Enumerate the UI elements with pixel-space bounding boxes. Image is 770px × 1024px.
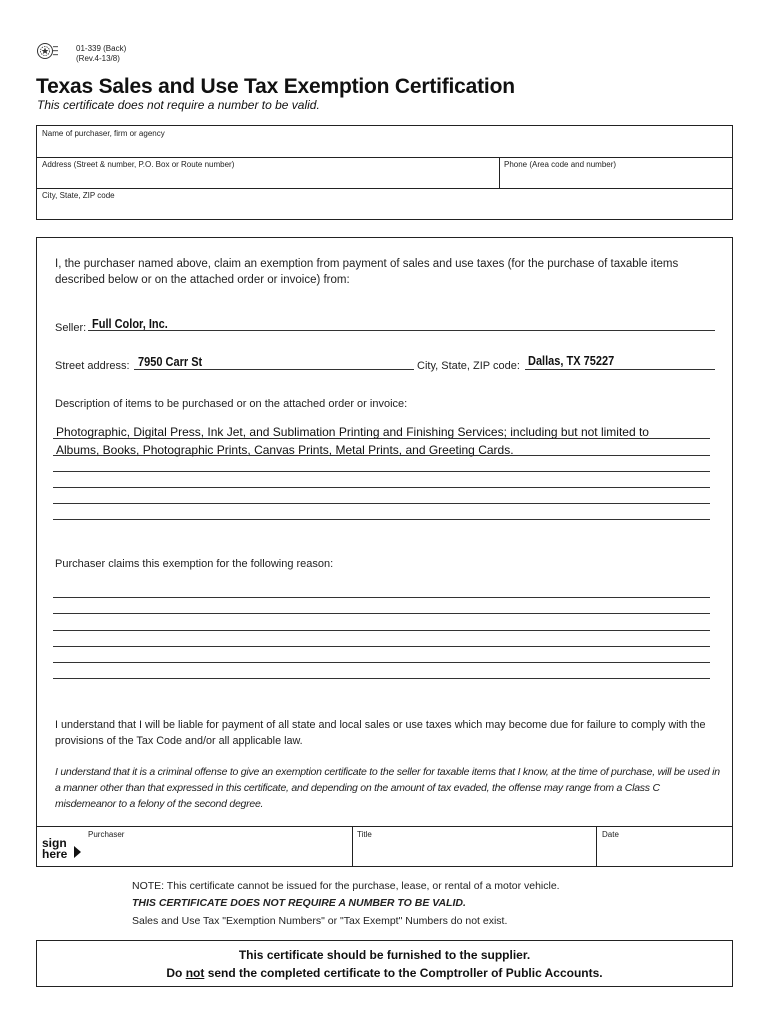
- street-address-label: Street address:: [55, 360, 130, 372]
- exemption-reason-field[interactable]: [53, 585, 710, 680]
- supplier-instructions-box: [36, 940, 733, 987]
- purchaser-name-label: Name of purchaser, firm or agency: [42, 129, 165, 138]
- exemption-reason-label: Purchaser claims this exemption for the following reason:: [55, 558, 334, 570]
- supplier-instruction-line-1: This certificate should be furnished to the supplier.: [238, 948, 531, 962]
- instruction-do: Do: [166, 966, 186, 980]
- form-number-text: 01-339 (Back): [76, 44, 127, 53]
- address-label: Address (Street & number, P.O. Box or Route number): [42, 160, 235, 169]
- phone-field[interactable]: [500, 172, 732, 187]
- note-exemption-numbers: Sales and Use Tax "Exemption Numbers" or "Tax Exempt" Numbers do not exist.: [132, 915, 508, 927]
- instruction-not: not: [185, 966, 205, 980]
- note-motor-vehicle: NOTE: This certificate cannot be issued for the purchase, lease, or rental of a motor vehicle.: [132, 880, 560, 892]
- description-line-1[interactable]: Photographic, Digital Press, Ink Jet, and Sublimation Printing and Finishing Services; including but not limited to: [56, 425, 649, 439]
- sign-here-line-2: here: [42, 847, 68, 861]
- form-number: [76, 44, 126, 64]
- description-line-2[interactable]: Albums, Books, Photographic Prints, Canvas Prints, Metal Prints, and Greeting Cards.: [56, 443, 514, 457]
- liability-statement: I understand that I will be liable for payment of all state and local sales or use taxes which may become due for failure to comply with the provisions of the Tax Code and/or all applicable law.: [55, 719, 706, 747]
- form-revision: (Rev.4-13/8): [76, 54, 120, 63]
- page-title: Texas Sales and Use Tax Exemption Certification: [36, 75, 515, 98]
- title-label: Title: [357, 830, 372, 839]
- sign-arrow-icon: [74, 846, 81, 858]
- street-address-value[interactable]: 7950 Carr St: [138, 355, 203, 369]
- page-subtitle: This certificate does not require a number to be valid.: [37, 98, 320, 112]
- phone-label: Phone (Area code and number): [504, 160, 617, 169]
- date-field[interactable]: [599, 838, 731, 866]
- description-label: Description of items to be purchased or on the attached order or invoice:: [55, 398, 408, 410]
- note-no-number-required: THIS CERTIFICATE DOES NOT REQUIRE A NUMBER TO BE VALID.: [132, 897, 466, 909]
- criminal-offense-statement: I understand that it is a criminal offense to give an exemption certificate to the seller for taxable items that I know, at the time of purchase, will be used in a manner other than that expressed in this certificate, and depending on the amount of tax evaded, the offense may range from a Class C misdemeanor to a felony of the second degree.: [55, 766, 720, 810]
- comptroller-seal-icon: [36, 42, 58, 60]
- address-field[interactable]: [37, 172, 497, 187]
- title-field[interactable]: [355, 838, 593, 866]
- city-state-zip-seller-label: City, State, ZIP code:: [417, 360, 520, 372]
- supplier-instruction-line-2: [37, 964, 732, 982]
- seller-label: Seller:: [55, 322, 87, 334]
- instruction-rest: send the completed certificate to the Comptroller of Public Accounts.: [204, 966, 603, 980]
- seller-value[interactable]: Full Color, Inc.: [92, 317, 168, 331]
- sign-here-line-1: sign: [42, 836, 67, 850]
- sign-here-marker: [42, 838, 67, 860]
- purchaser-signature-field[interactable]: [86, 838, 348, 866]
- purchaser-signature-label: Purchaser: [88, 830, 125, 839]
- purchaser-name-field[interactable]: [37, 140, 732, 155]
- city-state-zip-label: City, State, ZIP code: [42, 191, 115, 200]
- date-label: Date: [602, 830, 619, 839]
- city-state-zip-value[interactable]: Dallas, TX 75227: [528, 354, 615, 368]
- city-state-zip-field[interactable]: [37, 203, 732, 218]
- claim-intro-text: I, the purchaser named above, claim an exemption from payment of sales and use taxes (for the purchase of taxable items described below or on the attached order or invoice) from:: [55, 258, 679, 286]
